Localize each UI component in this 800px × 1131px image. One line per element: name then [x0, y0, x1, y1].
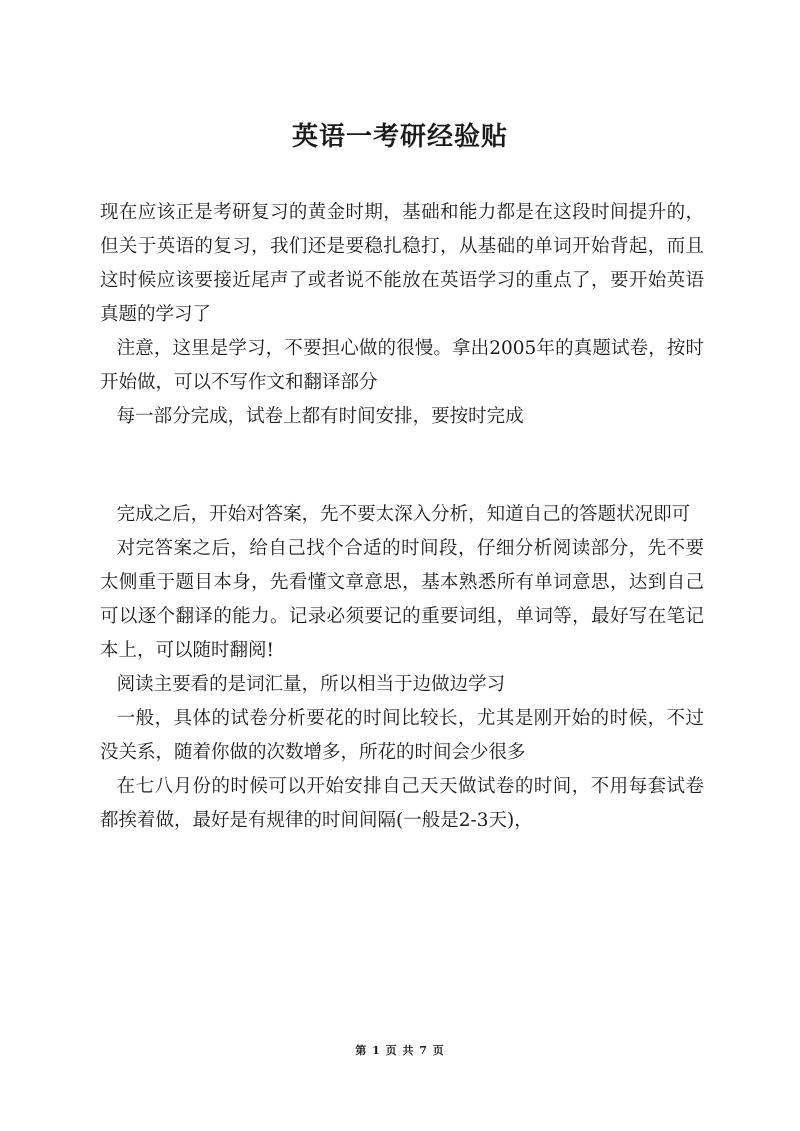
- paragraph: 每一部分完成，试卷上都有时间安排，要按时完成: [116, 406, 524, 427]
- paragraph-gap: [100, 434, 704, 498]
- paragraph: 在七八月份的时候可以开始安排自己天天做试卷的时间，不用每套试卷都挨着做，最好是有规律的时间间隔(一般是2-3天)，: [100, 776, 704, 831]
- paragraph: 阅读主要看的是词汇量，所以相当于边做边学习: [116, 674, 506, 695]
- paragraph: 对完答案之后，给自己找个合适的时间段，仔细分析阅读部分，先不要太侧重于题目本身，先看懂文章意思，基本熟悉所有单词意思，达到自己可以逐个翻译的能力。记录必须要记的重要词组，单词等，最好写在笔记本上，可以随时翻阅!: [100, 538, 704, 661]
- document-body: [100, 196, 704, 838]
- paragraph: 完成之后，开始对答案，先不要太深入分析，知道自己的答题状况即可: [116, 504, 691, 525]
- paragraph: 现在应该正是考研复习的黄金时期，基础和能力都是在这段时间提升的，但关于英语的复习，我们还是要稳扎稳打，从基础的单词开始背起，而且这时候应该要接近尾声了或者说不能放在英语学习的重点了，要开始英语真题的学习了: [100, 202, 704, 325]
- paragraph: 一般，具体的试卷分析要花的时间比较长，尤其是刚开始的时候，不过没关系，随着你做的次数增多，所花的时间会少很多: [100, 708, 704, 763]
- document-title: 英语一考研经验贴: [291, 122, 508, 152]
- page-number: 第 1 页 共 7 页: [355, 1044, 445, 1057]
- paragraph: 注意，这里是学习，不要担心做的很慢。拿出2005年的真题试卷，按时开始做，可以不写作文和翻译部分: [100, 338, 704, 393]
